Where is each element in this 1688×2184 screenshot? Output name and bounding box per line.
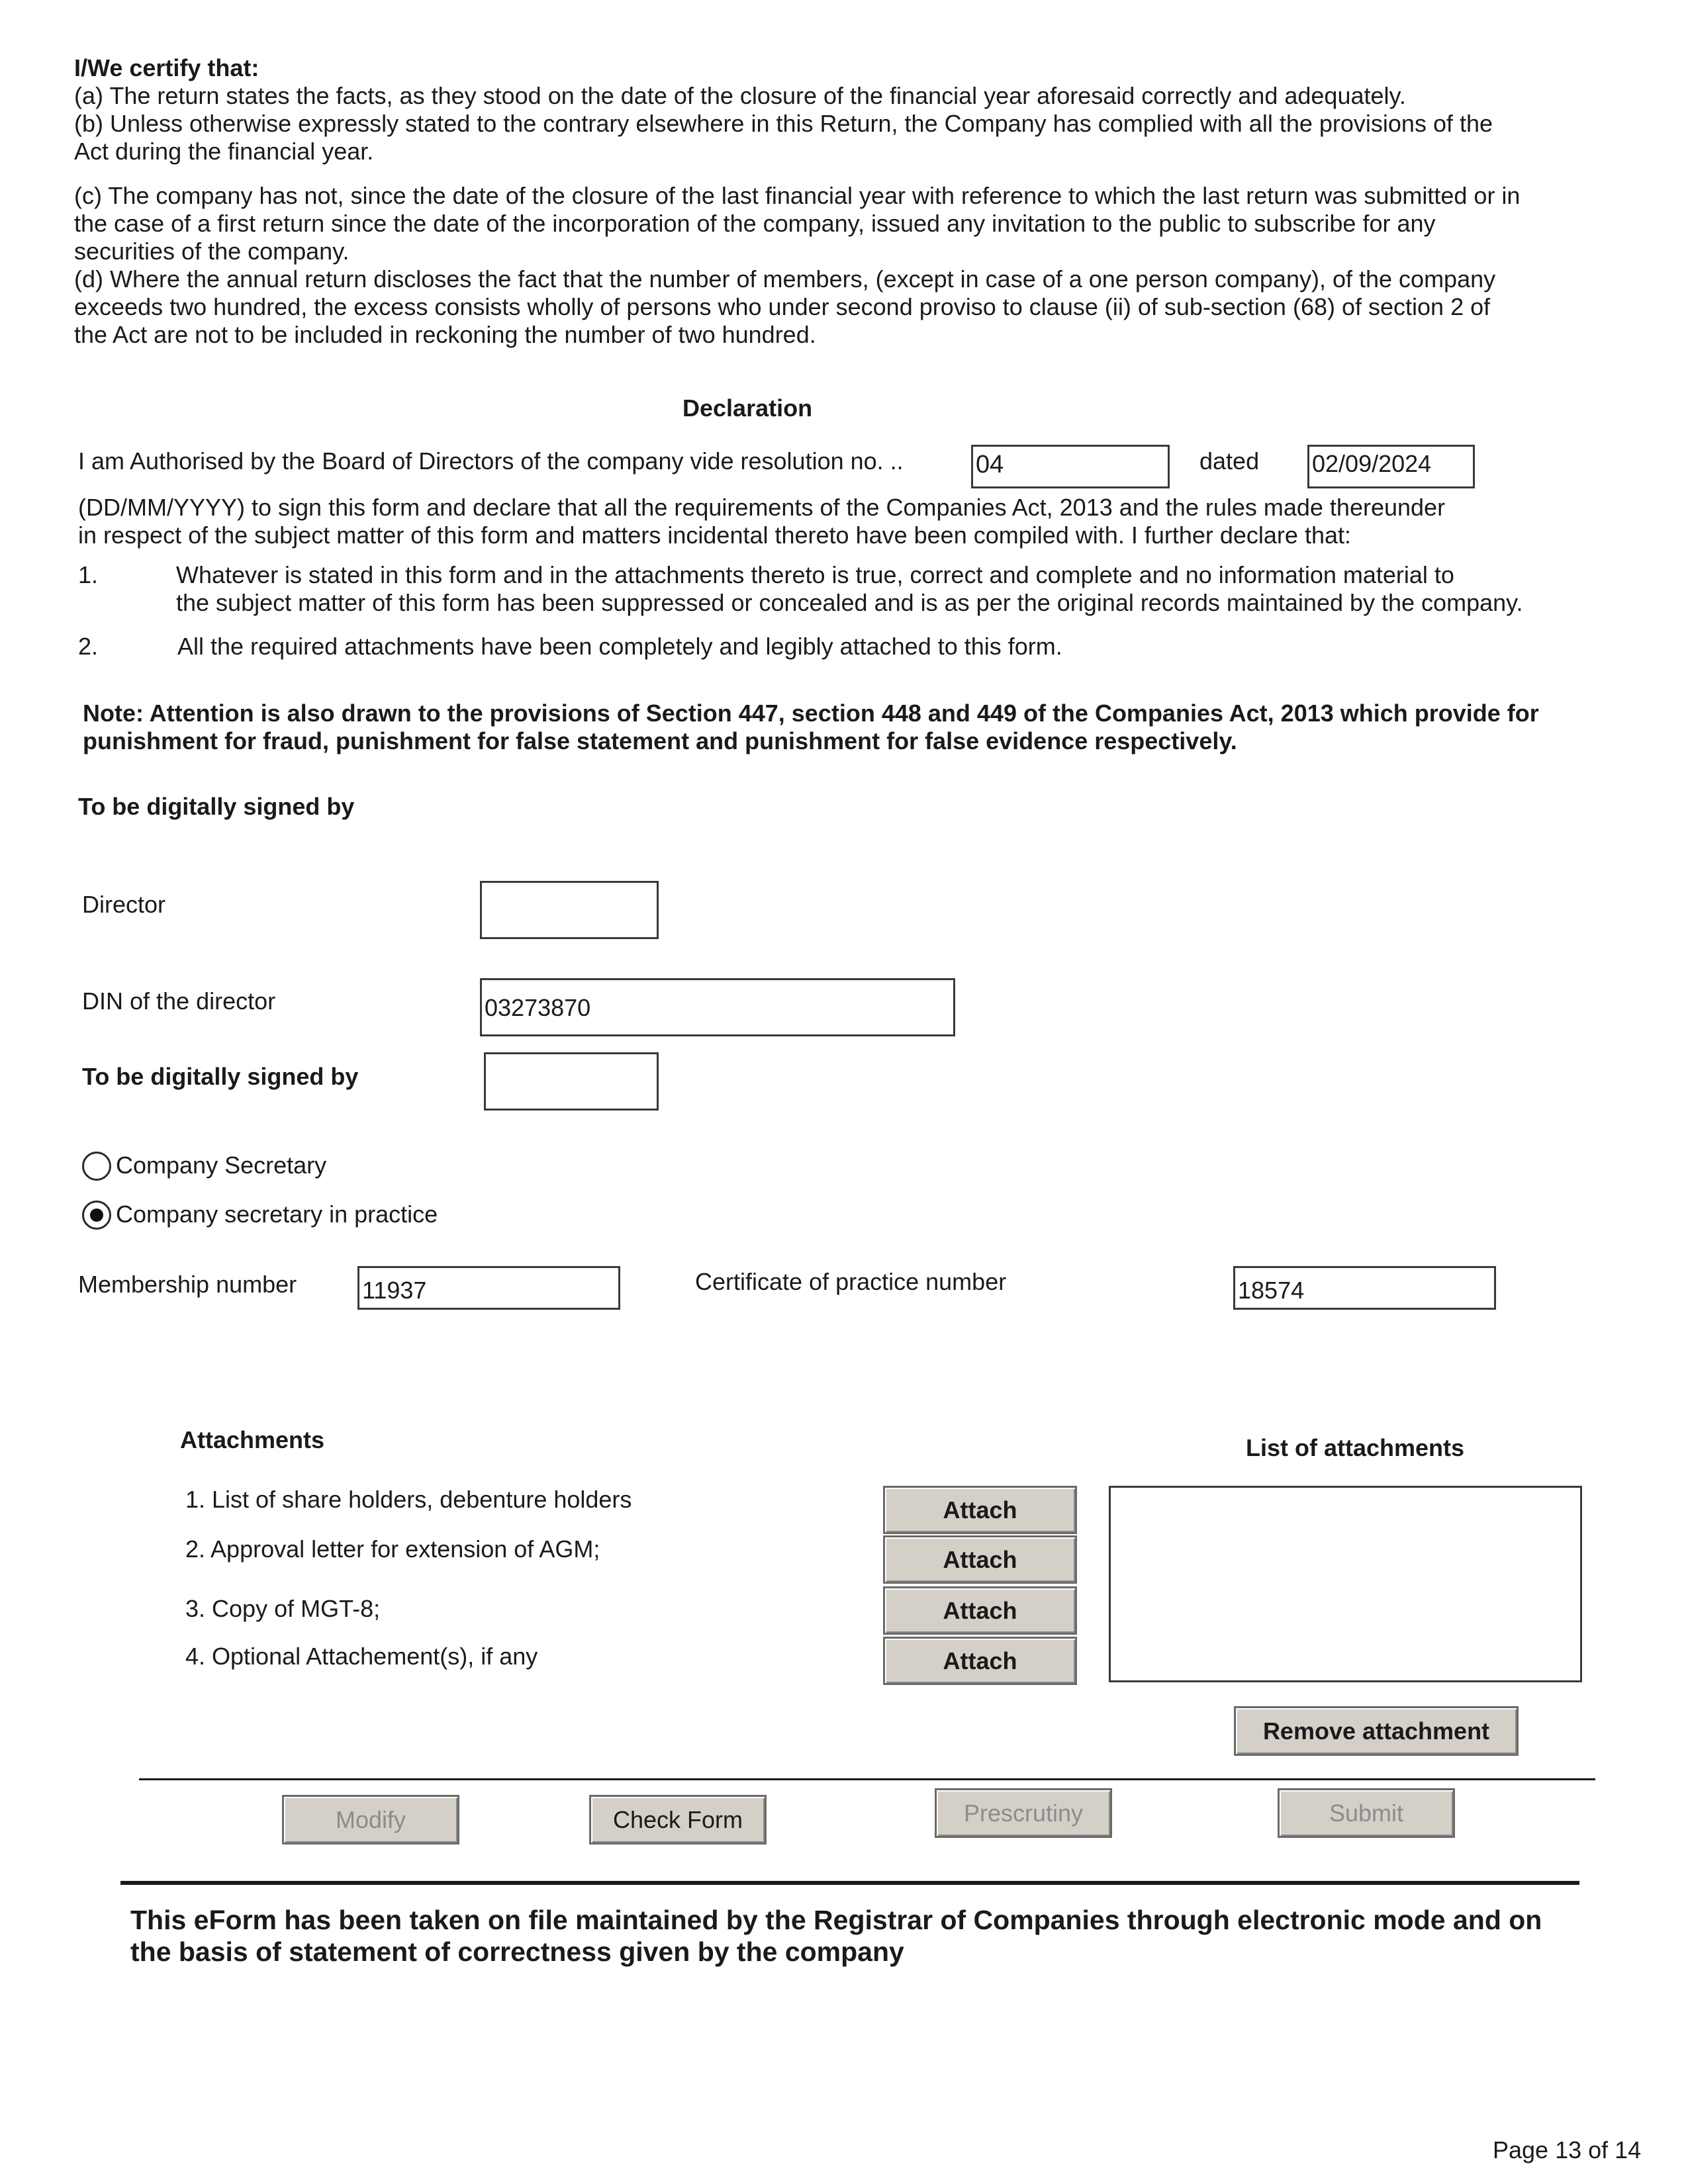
digitally-signed-heading: To be digitally signed by: [78, 793, 355, 820]
radio-company-secretary-in-practice[interactable]: [82, 1201, 111, 1230]
declaration-item1-number: 1.: [78, 561, 99, 588]
certificate-of-practice-field[interactable]: 18574: [1233, 1266, 1496, 1310]
attach-button-2[interactable]: Attach: [883, 1535, 1077, 1584]
submit-button[interactable]: Submit: [1278, 1788, 1455, 1838]
membership-number-field[interactable]: 11937: [357, 1266, 620, 1310]
dated-label: dated: [1199, 447, 1260, 475]
membership-number-label: Membership number: [78, 1271, 297, 1298]
director-signature-field[interactable]: [480, 881, 659, 939]
radio-company-secretary-label: Company Secretary: [116, 1152, 327, 1179]
declaration-item1-line1: Whatever is stated in this form and in the attachments thereto is true, correct and complete and no information material to: [176, 561, 1454, 588]
page-number: Page 13 of 14: [1493, 2136, 1642, 2163]
secretary-signature-field[interactable]: [484, 1052, 659, 1111]
certify-clause-b-line2: Act during the financial year.: [74, 138, 374, 165]
declaration-title: Declaration: [682, 394, 813, 422]
efform-notice-line2: the basis of statement of correctness given by the company: [130, 1936, 904, 1967]
declaration-line3: in respect of the subject matter of this form and matters incidental thereto have been compiled with. I further declare that:: [78, 522, 1351, 549]
note-line1: Note: Attention is also drawn to the provisions of Section 447, section 448 and 449 of the Companies Act, 2013 which provide for: [83, 700, 1539, 727]
resolution-date-field[interactable]: 02/09/2024: [1307, 445, 1475, 488]
radio-company-secretary-in-practice-label: Company secretary in practice: [116, 1201, 438, 1228]
resolution-number-field[interactable]: 04: [971, 445, 1170, 488]
note-line2: punishment for fraud, punishment for false statement and punishment for false evidence respectively.: [83, 727, 1237, 754]
radio-selected-dot: [90, 1208, 103, 1222]
director-label: Director: [82, 891, 166, 918]
declaration-item1-line2: the subject matter of this form has been suppressed or concealed and is as per the original records maintained by the company.: [176, 589, 1523, 616]
digitally-signed-heading-2: To be digitally signed by: [82, 1063, 359, 1090]
attachments-heading: Attachments: [180, 1426, 325, 1453]
certify-clause-d-line3: the Act are not to be included in reckoning the number of two hundred.: [74, 321, 816, 348]
list-of-attachments-heading: List of attachments: [1246, 1434, 1465, 1461]
attachments-list-box[interactable]: [1109, 1486, 1582, 1682]
authorised-text: I am Authorised by the Board of Directors of the company vide resolution no. ..: [78, 447, 904, 475]
declaration-item2-number: 2.: [78, 633, 99, 660]
check-form-button[interactable]: Check Form: [589, 1795, 767, 1844]
certify-clause-d-line1: (d) Where the annual return discloses the fact that the number of members, (except in case of a one person company), of the company: [74, 265, 1496, 293]
certify-clause-a: (a) The return states the facts, as they stood on the date of the closure of the financial year aforesaid correctly and adequately.: [74, 82, 1406, 109]
radio-company-secretary[interactable]: [82, 1152, 111, 1181]
declaration-line2: (DD/MM/YYYY) to sign this form and declare that all the requirements of the Companies Act, 2013 and the rules made thereunder: [78, 494, 1446, 521]
attachment-item-approval-letter: 2. Approval letter for extension of AGM;: [185, 1535, 600, 1563]
modify-button[interactable]: Modify: [282, 1795, 459, 1844]
footer-divider: [120, 1881, 1579, 1885]
certify-clause-b-line1: (b) Unless otherwise expressly stated to the contrary elsewhere in this Return, the Company has complied with all the provisions of the: [74, 110, 1493, 137]
certify-heading: I/We certify that:: [74, 54, 259, 81]
certify-clause-c-line2: the case of a first return since the date of the incorporation of the company, issued any invitation to the public to subscribe for any: [74, 210, 1436, 237]
declaration-item2-text: All the required attachments have been completely and legibly attached to this form.: [177, 633, 1062, 660]
certification-section: [74, 54, 1623, 359]
certify-clause-c-line1: (c) The company has not, since the date of the closure of the last financial year with reference to which the last return was submitted or in: [74, 182, 1521, 209]
actions-divider: [139, 1778, 1595, 1780]
remove-attachment-button[interactable]: Remove attachment: [1234, 1706, 1519, 1756]
certificate-of-practice-label: Certificate of practice number: [695, 1268, 1007, 1295]
attachment-item-optional: 4. Optional Attachement(s), if any: [185, 1643, 538, 1670]
attach-button-3[interactable]: Attach: [883, 1586, 1077, 1635]
din-label: DIN of the director: [82, 987, 276, 1015]
din-field[interactable]: 03273870: [480, 978, 955, 1036]
attach-button-4[interactable]: Attach: [883, 1637, 1077, 1685]
efform-notice-line1: This eForm has been taken on file maintained by the Registrar of Companies through electronic mode and on: [130, 1905, 1542, 1935]
attach-button-1[interactable]: Attach: [883, 1486, 1077, 1534]
certify-clause-d-line2: exceeds two hundred, the excess consists wholly of persons who under second proviso to clause (ii) of sub-section (68) of section 2 of: [74, 293, 1491, 320]
prescrutiny-button[interactable]: Prescrutiny: [935, 1788, 1112, 1838]
certify-clause-c-line3: securities of the company.: [74, 238, 350, 265]
attachment-item-share-holders: 1. List of share holders, debenture holders: [185, 1486, 632, 1513]
attachment-item-mgt8: 3. Copy of MGT-8;: [185, 1595, 381, 1622]
